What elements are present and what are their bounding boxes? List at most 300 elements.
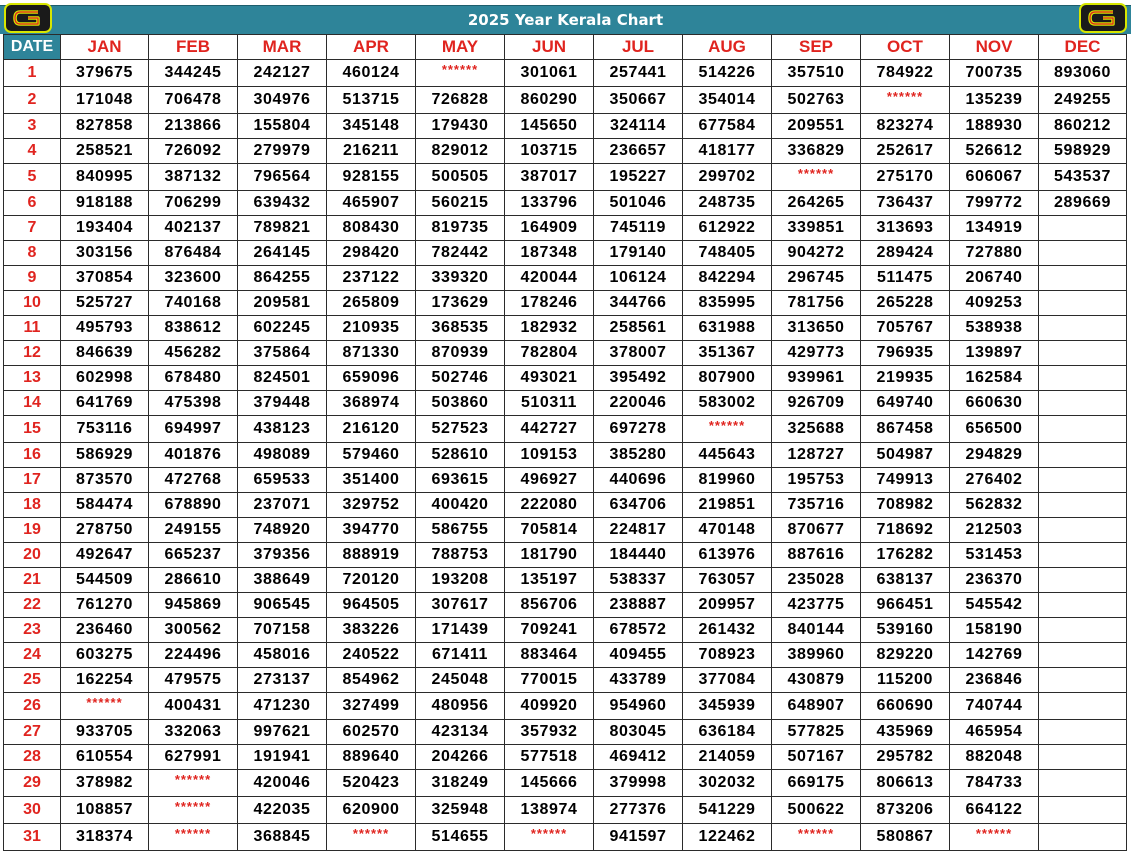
table-row [4, 797, 1127, 824]
table-row [4, 568, 1127, 593]
result-cell: 770015 [505, 668, 594, 693]
result-cell: 789821 [238, 216, 327, 241]
result-cell: 387132 [149, 164, 238, 191]
table-row [4, 543, 1127, 568]
result-cell: 249255 [1039, 87, 1127, 114]
result-cell: 889640 [327, 745, 416, 770]
result-cell: 707158 [238, 618, 327, 643]
result-cell: 401876 [149, 443, 238, 468]
result-cell: 103715 [505, 139, 594, 164]
result-cell: 237071 [238, 493, 327, 518]
result-cell [1039, 593, 1127, 618]
result-cell: 133796 [505, 191, 594, 216]
result-cell: 420046 [238, 770, 327, 797]
result-cell: 470148 [683, 518, 772, 543]
result-cell: 870677 [772, 518, 861, 543]
result-cell: 307617 [416, 593, 505, 618]
table-row [4, 693, 1127, 720]
result-cell: 258521 [61, 139, 149, 164]
result-cell: 324114 [594, 114, 683, 139]
result-cell: 700735 [950, 60, 1039, 87]
result-cell: 377084 [683, 668, 772, 693]
result-cell: 808430 [327, 216, 416, 241]
month-header: AUG [683, 35, 772, 60]
result-cell: 395492 [594, 366, 683, 391]
result-cell: 245048 [416, 668, 505, 693]
table-row [4, 416, 1127, 443]
result-cell: 579460 [327, 443, 416, 468]
result-cell [1039, 316, 1127, 341]
result-cell: 193404 [61, 216, 149, 241]
table-row [4, 164, 1127, 191]
result-cell: 379675 [61, 60, 149, 87]
result-cell: 860290 [505, 87, 594, 114]
result-cell: 693615 [416, 468, 505, 493]
result-cell: 954960 [594, 693, 683, 720]
result-cell: 735716 [772, 493, 861, 518]
result-cell: 928155 [327, 164, 416, 191]
g-logo-icon [1079, 3, 1127, 33]
result-cell: 456282 [149, 341, 238, 366]
result-cell: 440696 [594, 468, 683, 493]
result-cell: 286610 [149, 568, 238, 593]
result-cell: 445643 [683, 443, 772, 468]
result-cell: 718692 [861, 518, 950, 543]
result-cell: 184440 [594, 543, 683, 568]
result-cell: 749913 [861, 468, 950, 493]
result-cell: 135239 [950, 87, 1039, 114]
result-cell: 784733 [950, 770, 1039, 797]
result-cell: 748405 [683, 241, 772, 266]
result-cell: 242127 [238, 60, 327, 87]
result-cell: 344766 [594, 291, 683, 316]
result-cell: 257441 [594, 60, 683, 87]
date-cell: 16 [4, 443, 61, 468]
result-cell [1039, 518, 1127, 543]
result-cell: 106124 [594, 266, 683, 291]
result-cell: 108857 [61, 797, 149, 824]
result-cell: 708923 [683, 643, 772, 668]
result-cell: 471230 [238, 693, 327, 720]
result-cell: 620900 [327, 797, 416, 824]
month-header: APR [327, 35, 416, 60]
header-row [4, 35, 1127, 60]
result-cell: 350667 [594, 87, 683, 114]
result-cell: 745119 [594, 216, 683, 241]
result-cell: 298420 [327, 241, 416, 266]
result-cell: 649740 [861, 391, 950, 416]
result-cell: 178246 [505, 291, 594, 316]
result-cell: 602570 [327, 720, 416, 745]
result-cell: 336829 [772, 139, 861, 164]
result-cell: 195753 [772, 468, 861, 493]
result-cell: 782442 [416, 241, 505, 266]
result-cell: 941597 [594, 824, 683, 851]
result-cell: 671411 [416, 643, 505, 668]
result-cell: 220046 [594, 391, 683, 416]
date-cell: 29 [4, 770, 61, 797]
result-cell [1039, 391, 1127, 416]
result-cell: 598929 [1039, 139, 1127, 164]
result-cell: 236460 [61, 618, 149, 643]
result-cell: 300562 [149, 618, 238, 643]
result-cell: 538337 [594, 568, 683, 593]
result-cell: 339851 [772, 216, 861, 241]
month-header: SEP [772, 35, 861, 60]
result-cell: ****** [683, 416, 772, 443]
date-cell: 25 [4, 668, 61, 693]
result-cell: 357510 [772, 60, 861, 87]
date-cell: 9 [4, 266, 61, 291]
result-cell: 264265 [772, 191, 861, 216]
result-cell [1039, 341, 1127, 366]
result-cell: 323600 [149, 266, 238, 291]
result-cell: 876484 [149, 241, 238, 266]
result-cell: 370854 [61, 266, 149, 291]
result-cell: 918188 [61, 191, 149, 216]
results-table [3, 34, 1127, 851]
result-cell: 139897 [950, 341, 1039, 366]
result-cell: 472768 [149, 468, 238, 493]
result-cell: 656500 [950, 416, 1039, 443]
result-cell: 860212 [1039, 114, 1127, 139]
result-cell: 525727 [61, 291, 149, 316]
date-cell: 12 [4, 341, 61, 366]
date-cell: 24 [4, 643, 61, 668]
result-cell: ****** [149, 797, 238, 824]
g-logo-icon [4, 3, 52, 33]
result-cell: 835995 [683, 291, 772, 316]
result-cell: 475398 [149, 391, 238, 416]
result-cell: 209957 [683, 593, 772, 618]
table-row [4, 291, 1127, 316]
table-row [4, 468, 1127, 493]
result-cell: 514655 [416, 824, 505, 851]
result-cell: 610554 [61, 745, 149, 770]
result-cell: 252617 [861, 139, 950, 164]
result-cell: 665237 [149, 543, 238, 568]
result-cell: 210935 [327, 316, 416, 341]
result-cell: 753116 [61, 416, 149, 443]
result-cell: 135197 [505, 568, 594, 593]
result-cell: 224496 [149, 643, 238, 668]
result-cell: 856706 [505, 593, 594, 618]
result-cell: 659533 [238, 468, 327, 493]
result-cell: 329752 [327, 493, 416, 518]
result-cell: 824501 [238, 366, 327, 391]
table-row [4, 618, 1127, 643]
date-cell: 18 [4, 493, 61, 518]
result-cell: 492647 [61, 543, 149, 568]
title-bar [0, 5, 1131, 34]
result-cell: 277376 [594, 797, 683, 824]
result-cell: 493021 [505, 366, 594, 391]
result-cell: 883464 [505, 643, 594, 668]
result-cell: 544509 [61, 568, 149, 593]
result-cell: 669175 [772, 770, 861, 797]
month-header: FEB [149, 35, 238, 60]
result-cell: 458016 [238, 643, 327, 668]
result-cell: 634706 [594, 493, 683, 518]
date-cell: 19 [4, 518, 61, 543]
result-cell: 479575 [149, 668, 238, 693]
result-cell: 511475 [861, 266, 950, 291]
result-cell: 296745 [772, 266, 861, 291]
result-cell: 838612 [149, 316, 238, 341]
result-cell [1039, 693, 1127, 720]
result-cell: 206740 [950, 266, 1039, 291]
result-cell: 209581 [238, 291, 327, 316]
result-cell: 265809 [327, 291, 416, 316]
result-cell: 807900 [683, 366, 772, 391]
result-cell: 122462 [683, 824, 772, 851]
result-cell: 705814 [505, 518, 594, 543]
result-cell: 627991 [149, 745, 238, 770]
result-cell: 318374 [61, 824, 149, 851]
result-cell: 278750 [61, 518, 149, 543]
result-cell: 275170 [861, 164, 950, 191]
result-cell: 465907 [327, 191, 416, 216]
result-cell: 541229 [683, 797, 772, 824]
result-cell: 819735 [416, 216, 505, 241]
result-cell: 469412 [594, 745, 683, 770]
result-cell: 648907 [772, 693, 861, 720]
result-cell: 964505 [327, 593, 416, 618]
table-row [4, 366, 1127, 391]
result-cell [1039, 824, 1127, 851]
result-cell: 631988 [683, 316, 772, 341]
result-cell: 545542 [950, 593, 1039, 618]
result-cell: 939961 [772, 366, 861, 391]
result-cell: 289424 [861, 241, 950, 266]
result-cell: ****** [772, 164, 861, 191]
result-cell: 394770 [327, 518, 416, 543]
result-cell: 339320 [416, 266, 505, 291]
month-header: NOV [950, 35, 1039, 60]
result-cell: 264145 [238, 241, 327, 266]
result-cell: 538938 [950, 316, 1039, 341]
result-cell: 580867 [861, 824, 950, 851]
result-cell: 303156 [61, 241, 149, 266]
result-cell: 191941 [238, 745, 327, 770]
result-cell: 636184 [683, 720, 772, 745]
result-cell: 438123 [238, 416, 327, 443]
result-cell: 906545 [238, 593, 327, 618]
result-cell: 219851 [683, 493, 772, 518]
result-cell: 726828 [416, 87, 505, 114]
result-cell: 997621 [238, 720, 327, 745]
result-cell: 904272 [772, 241, 861, 266]
result-cell: 602998 [61, 366, 149, 391]
table-row [4, 720, 1127, 745]
result-cell: 299702 [683, 164, 772, 191]
date-cell: 10 [4, 291, 61, 316]
result-cell: 179430 [416, 114, 505, 139]
result-cell: 182932 [505, 316, 594, 341]
result-cell [1039, 468, 1127, 493]
result-cell: 385280 [594, 443, 683, 468]
table-row [4, 241, 1127, 266]
result-cell: ****** [149, 824, 238, 851]
table-row [4, 770, 1127, 797]
result-cell: ****** [327, 824, 416, 851]
result-cell [1039, 797, 1127, 824]
result-cell: 500622 [772, 797, 861, 824]
result-cell: 429773 [772, 341, 861, 366]
result-cell: 708982 [861, 493, 950, 518]
result-cell: 265228 [861, 291, 950, 316]
result-cell: 740168 [149, 291, 238, 316]
result-cell: 465954 [950, 720, 1039, 745]
result-cell: 173629 [416, 291, 505, 316]
result-cell: 379448 [238, 391, 327, 416]
result-cell: 603275 [61, 643, 149, 668]
result-cell: 222080 [505, 493, 594, 518]
result-cell: 368845 [238, 824, 327, 851]
result-cell: 134919 [950, 216, 1039, 241]
month-header: MAR [238, 35, 327, 60]
result-cell: 289669 [1039, 191, 1127, 216]
result-cell [1039, 416, 1127, 443]
month-header: MAY [416, 35, 505, 60]
result-cell: 379356 [238, 543, 327, 568]
result-cell: 641769 [61, 391, 149, 416]
table-row [4, 216, 1127, 241]
table-row [4, 316, 1127, 341]
result-cell: 888919 [327, 543, 416, 568]
result-cell [1039, 216, 1127, 241]
result-cell: 344245 [149, 60, 238, 87]
result-cell: 659096 [327, 366, 416, 391]
result-cell: 803045 [594, 720, 683, 745]
date-cell: 27 [4, 720, 61, 745]
result-cell: 158190 [950, 618, 1039, 643]
result-cell [1039, 493, 1127, 518]
month-header: JAN [61, 35, 149, 60]
result-cell: 782804 [505, 341, 594, 366]
date-cell: 6 [4, 191, 61, 216]
date-cell: 17 [4, 468, 61, 493]
result-cell: 378007 [594, 341, 683, 366]
result-cell: 678890 [149, 493, 238, 518]
result-cell: 502746 [416, 366, 505, 391]
result-cell: 498089 [238, 443, 327, 468]
table-row [4, 341, 1127, 366]
table-row [4, 191, 1127, 216]
result-cell: 854962 [327, 668, 416, 693]
result-cell: 526612 [950, 139, 1039, 164]
result-cell: 430879 [772, 668, 861, 693]
result-cell: 495793 [61, 316, 149, 341]
result-cell: 213866 [149, 114, 238, 139]
result-cell [1039, 543, 1127, 568]
date-cell: 20 [4, 543, 61, 568]
result-cell: 240522 [327, 643, 416, 668]
result-cell: 873570 [61, 468, 149, 493]
result-cell: 204266 [416, 745, 505, 770]
result-cell: 332063 [149, 720, 238, 745]
result-cell: 301061 [505, 60, 594, 87]
result-cell: 496927 [505, 468, 594, 493]
table-row [4, 643, 1127, 668]
date-cell: 28 [4, 745, 61, 770]
table-row [4, 443, 1127, 468]
date-cell: 8 [4, 241, 61, 266]
result-cell: 840144 [772, 618, 861, 643]
date-cell: 22 [4, 593, 61, 618]
result-cell: 586755 [416, 518, 505, 543]
result-cell [1039, 291, 1127, 316]
result-cell: 345148 [327, 114, 416, 139]
result-cell: 423775 [772, 593, 861, 618]
table-row [4, 824, 1127, 851]
result-cell: 193208 [416, 568, 505, 593]
result-cell: 187348 [505, 241, 594, 266]
result-cell: 258561 [594, 316, 683, 341]
result-cell: 748920 [238, 518, 327, 543]
result-cell: 677584 [683, 114, 772, 139]
result-cell: 368535 [416, 316, 505, 341]
result-cell: 678572 [594, 618, 683, 643]
result-cell: 375864 [238, 341, 327, 366]
result-cell: 176282 [861, 543, 950, 568]
result-cell: 351400 [327, 468, 416, 493]
result-cell: 145650 [505, 114, 594, 139]
result-cell: 219935 [861, 366, 950, 391]
result-cell: 709241 [505, 618, 594, 643]
result-cell: 379998 [594, 770, 683, 797]
date-cell: 4 [4, 139, 61, 164]
result-cell: 539160 [861, 618, 950, 643]
result-cell: 706478 [149, 87, 238, 114]
result-cell: 236846 [950, 668, 1039, 693]
result-cell: 188930 [950, 114, 1039, 139]
result-cell [1039, 568, 1127, 593]
result-cell: 882048 [950, 745, 1039, 770]
result-cell: 763057 [683, 568, 772, 593]
result-cell: 660690 [861, 693, 950, 720]
result-cell: 528610 [416, 443, 505, 468]
result-cell: 402137 [149, 216, 238, 241]
result-cell: 514226 [683, 60, 772, 87]
result-cell: 162254 [61, 668, 149, 693]
result-cell [1039, 366, 1127, 391]
result-cell: 236657 [594, 139, 683, 164]
date-cell: 14 [4, 391, 61, 416]
result-cell: 212503 [950, 518, 1039, 543]
result-cell: 155804 [238, 114, 327, 139]
date-column-header: DATE [4, 35, 61, 60]
result-cell: 796564 [238, 164, 327, 191]
result-cell: 142769 [950, 643, 1039, 668]
result-cell: ****** [505, 824, 594, 851]
result-cell: 781756 [772, 291, 861, 316]
table-row [4, 139, 1127, 164]
month-header: DEC [1039, 35, 1127, 60]
result-cell: 224817 [594, 518, 683, 543]
result-cell: 893060 [1039, 60, 1127, 87]
result-cell: 823274 [861, 114, 950, 139]
date-cell: 23 [4, 618, 61, 643]
result-cell: 138974 [505, 797, 594, 824]
result-cell: 504987 [861, 443, 950, 468]
date-cell: 7 [4, 216, 61, 241]
result-cell: 279979 [238, 139, 327, 164]
result-cell: ****** [61, 693, 149, 720]
result-cell: 276402 [950, 468, 1039, 493]
result-cell [1039, 266, 1127, 291]
date-cell: 31 [4, 824, 61, 851]
